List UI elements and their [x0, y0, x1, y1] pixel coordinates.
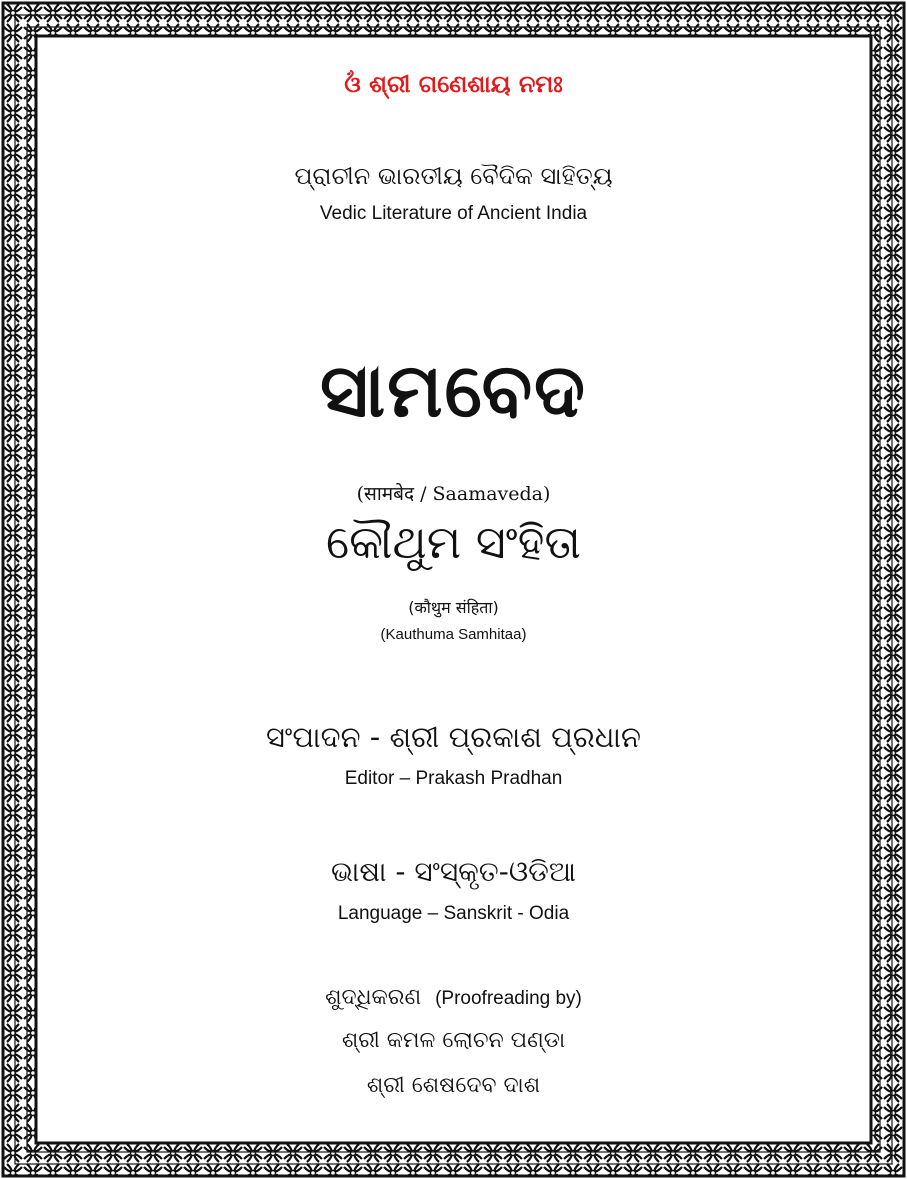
editor-odia: ସଂପାଦନ - ଶ୍ରୀ ପ୍ରକାଶ ପ୍ରଧାନ: [265, 720, 641, 754]
language-english: Language – Sanskrit - Odia: [337, 903, 570, 924]
main-title-transliteration: (सामबेद / Saamaveda): [356, 483, 551, 505]
proofreading-odia: ଶୁଦ୍ଧିକରଣ: [325, 985, 422, 1010]
proofreader-name: ଶ୍ରୀ କମଳ ଲୋଚନ ପଣ୍ଡା: [341, 1028, 566, 1053]
proofreading-english: (Proofreading by): [435, 988, 582, 1009]
proofreader-name: ଶ୍ରୀ ଶେଷଦେବ ଦାଶ: [366, 1073, 541, 1098]
samhita-title-hindi: (कौथुम संहिता): [408, 598, 499, 617]
proofreading-heading: [40, 985, 867, 1010]
samhita-title-english: (Kauthuma Samhitaa): [380, 626, 527, 643]
title-page: [40, 40, 867, 1140]
editor-english: Editor – Prakash Pradhan: [344, 768, 563, 789]
language-odia: ଭାଷା - ସଂସ୍କୃତ-ଓଡିଆ: [331, 855, 576, 888]
invocation-heading: ଓଁ ଶ୍ରୀ ଗଣେଶାୟ ନମଃ: [344, 70, 563, 98]
main-title: ସାମବେଦ: [320, 348, 587, 434]
series-title-english: Vedic Literature of Ancient India: [319, 203, 588, 224]
series-title-odia: ପ୍ରାଚୀନ ଭାରତୀୟ ବୈଦିକ ସାହିତ୍ୟ: [294, 162, 613, 190]
samhita-title: କୌଥୁମ ସଂହିତା: [326, 515, 581, 569]
